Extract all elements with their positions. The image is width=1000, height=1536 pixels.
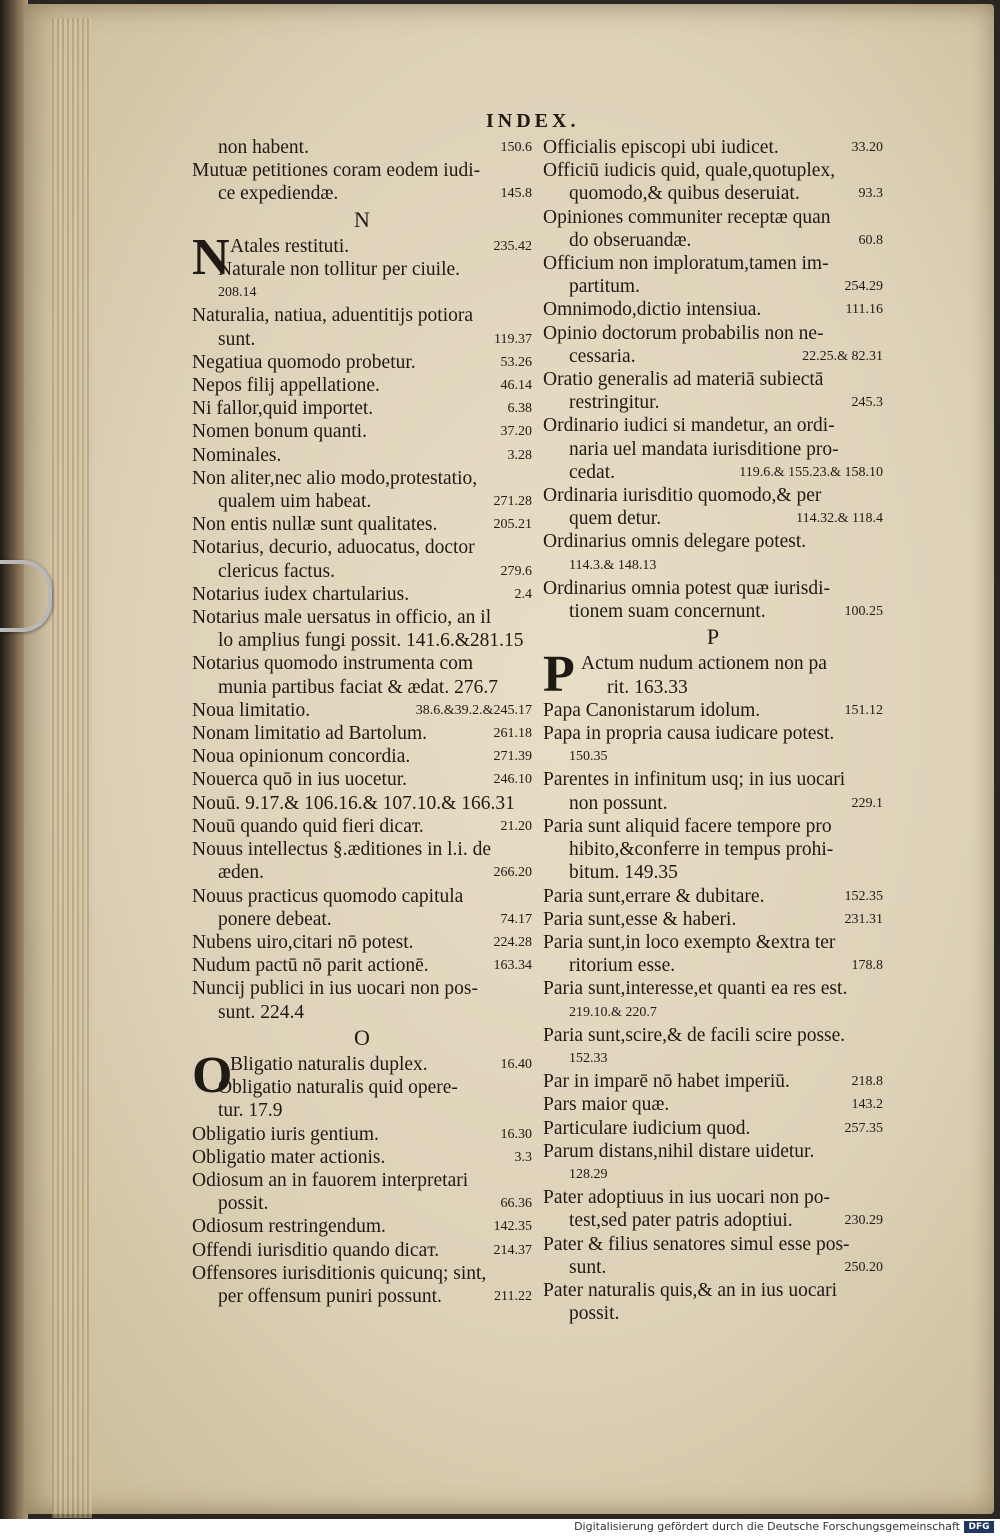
index-entry: [192, 583, 532, 606]
entry-text: Bligatio naturalis duplex.: [230, 1053, 428, 1075]
section-letter: O: [354, 1024, 370, 1050]
page-reference: 114.3.& 148.13: [569, 557, 657, 573]
page-reference: 3.3: [514, 1149, 532, 1165]
page-reference: 219.10.& 220.7: [569, 1004, 657, 1020]
entry-text: Non entis nullæ sunt qualitates.: [192, 514, 438, 536]
page-reference: 33.20: [851, 140, 883, 155]
page-reference: 150.35: [569, 749, 608, 765]
index-entry: [543, 908, 883, 931]
entry-continuation: sunt. 224.4: [218, 1001, 305, 1023]
index-entry: [192, 1169, 532, 1215]
entry-text: Opiniones communiter receptæ quan: [543, 206, 831, 228]
index-entry: [543, 722, 883, 768]
entry-text: Mutuæ petitiones coram eodem iudi-: [192, 160, 481, 182]
page-reference: 218.8: [851, 1074, 883, 1090]
page-reference: 257.35: [844, 1120, 883, 1136]
page-reference: 21.20: [500, 818, 532, 834]
entry-text: Noua limitatio.: [192, 699, 311, 721]
entry-continuation: clericus factus.: [218, 560, 335, 582]
index-entry: [192, 931, 532, 954]
entry-text: Paria sunt aliquid facere tempore pro: [543, 815, 832, 837]
drop-cap: O: [192, 1046, 233, 1104]
page-reference: 46.14: [500, 378, 532, 394]
entry-text: Nouū quando quid fieri dicaт.: [192, 815, 424, 837]
page-header: INDEX.: [486, 110, 580, 132]
index-entry: [543, 815, 883, 885]
entry-text: Noua opinionum concordia.: [192, 746, 411, 768]
page-reference: 66.36: [500, 1196, 532, 1212]
entry-continuation: tionem suam concernunt.: [569, 601, 766, 623]
page-reference: 53.26: [500, 354, 532, 370]
page-gutter: [52, 18, 92, 1518]
page-reference: 150.6: [500, 140, 532, 155]
index-column-left: [192, 136, 532, 1308]
entry-text: Paria sunt,esse & haberi.: [543, 908, 737, 930]
index-entry: [543, 885, 883, 908]
entry-continuation: sunt.: [569, 1256, 607, 1278]
section-letter: N: [354, 206, 370, 232]
entry-text: Nubens uiro,citari nō potest.: [192, 931, 414, 953]
index-entry: [192, 304, 532, 350]
index-entry: [192, 444, 532, 467]
entry-text: Ordinario iudici si mandetur, an ordi-: [543, 415, 835, 437]
index-entry: [192, 420, 532, 443]
entry-text: Non aliter,nec alio modo,protestatio,: [192, 467, 478, 489]
stamp-text: Digitalisierung gefördert durch die Deutsche Forschungsgemeinschaft: [574, 1520, 960, 1533]
index-entry: [543, 1140, 883, 1186]
page-reference: 271.28: [493, 494, 532, 510]
entry-continuation: partitum.: [569, 276, 640, 298]
index-entry: [543, 646, 883, 704]
index-entry: [192, 838, 532, 884]
page-reference: 229.1: [851, 795, 883, 811]
index-entry: [192, 954, 532, 977]
entry-continuation: non possunt.: [569, 792, 668, 814]
page-reference: 250.20: [844, 1259, 883, 1275]
entry-text: Officiū iudicis quid, quale,quotuplex,: [543, 160, 836, 182]
page-reference: 145.8: [500, 186, 532, 202]
page-reference: 119.37: [494, 331, 532, 347]
entry-text: Papa Canonistarum idolum.: [543, 699, 761, 721]
page-reference: 152.33: [569, 1050, 608, 1066]
entry-continuation: cessaria.: [569, 345, 636, 367]
page-reference: 246.10: [493, 772, 532, 788]
entry-text: Offensores iurisditionis quicunq; sint,: [192, 1262, 487, 1284]
index-entry: [192, 1123, 532, 1146]
index-entry: [543, 136, 883, 159]
entry-text: Paria sunt,interesse,et quanti ea res est.: [543, 978, 848, 1000]
entry-text: Actum nudum actionem non pa: [581, 653, 827, 675]
page-reference: 254.29: [844, 279, 883, 295]
dfg-logo: DFG: [964, 1521, 994, 1533]
page-reference: 74.17: [500, 911, 532, 927]
entry-text: Nuncij publici in ius uocari non pos-: [192, 978, 478, 1000]
entry-text: Officialis episcopi ubi iudicet.: [543, 137, 779, 158]
page-reference: 151.12: [844, 702, 883, 718]
entry-continuation: tur. 17.9: [218, 1100, 283, 1122]
page-reference: 279.6: [500, 563, 532, 579]
index-entry: [192, 1215, 532, 1238]
index-entry: [543, 206, 883, 252]
index-entry: [192, 885, 532, 931]
entry-continuation: sunt.: [218, 328, 256, 350]
page-reference: 119.6.& 155.23.& 158.10: [739, 464, 883, 480]
page-reference: 111.16: [845, 302, 883, 318]
index-entry: [543, 322, 883, 368]
entry-text: Ordinaria iurisditio quomodo,& per: [543, 485, 822, 507]
index-column-right: [543, 136, 883, 1325]
index-entry: [192, 977, 532, 1023]
entry-continuation: naria uel mandata iurisditione pro-: [569, 438, 839, 460]
entry-text: Paria sunt,scire,& de facili scire posse.: [543, 1024, 846, 1046]
index-entry: [543, 1070, 883, 1093]
entry-continuation: qualem uim habeat.: [218, 491, 372, 513]
page-reference: 16.40: [500, 1056, 532, 1072]
entry-text: Nomen bonum quanti.: [192, 421, 367, 443]
page-reference: 178.8: [851, 958, 883, 974]
index-entry: [192, 351, 532, 374]
index-entry: [192, 1146, 532, 1169]
section-letter: P: [706, 624, 720, 650]
entry-continuation: rit. 163.33: [607, 676, 688, 698]
entry-continuation: cedat.: [569, 461, 616, 483]
entry-text: Pater & filius senatores simul esse pos-: [543, 1233, 850, 1255]
entry-text: Nouus practicus quomodo capitula: [192, 885, 464, 907]
page-reference: 211.22: [494, 1288, 532, 1304]
entry-continuation: quem detur.: [569, 508, 662, 530]
entry-text: Ordinarius omnia potest quæ iurisdi-: [543, 577, 831, 599]
page-reference: 60.8: [858, 232, 883, 248]
page-reference: 114.32.& 118.4: [796, 511, 883, 527]
entry-text: Nonam limitatio ad Bartolum.: [192, 723, 428, 745]
entry-text: Nepos filij appellatione.: [192, 375, 380, 397]
entry-continuation: lo amplius fungi possit. 141.6.&281.15: [218, 630, 524, 652]
entry-text: Ni fallor,quid importet.: [192, 398, 374, 420]
entry-text: Naturale non tollitur per ciuile.: [218, 259, 461, 281]
page-reference: 261.18: [493, 726, 532, 742]
entry-text: Nudum pactū nō parit actionē.: [192, 955, 429, 977]
index-entry: [543, 1279, 883, 1325]
page-reference: 235.42: [493, 238, 532, 254]
index-entry: [192, 258, 532, 304]
index-entry: [192, 397, 532, 420]
page-reference: 16.30: [500, 1126, 532, 1142]
page-reference: 245.3: [851, 395, 883, 411]
index-entry: [543, 368, 883, 414]
entry-text: Paria sunt,errare & dubitare.: [543, 885, 765, 907]
page-reference: 163.34: [493, 958, 532, 974]
entry-text: Naturalia, natiua, aduentitijs potiora: [192, 305, 474, 327]
entry-continuation: restringitur.: [569, 392, 660, 414]
index-entry: [192, 815, 532, 838]
page-reference: 152.35: [844, 888, 883, 904]
entry-text: Odiosum restringendum.: [192, 1216, 386, 1238]
index-entry: [543, 699, 883, 722]
entry-text: non habent.: [218, 137, 309, 158]
index-entry: [543, 1117, 883, 1140]
entry-text: Odiosum an in fauorem interpretari: [192, 1169, 469, 1191]
entry-text: Par in imparē nō habet imperiū.: [543, 1071, 790, 1093]
entry-text: Obligatio iuris gentium.: [192, 1123, 379, 1145]
entry-continuation: possit.: [218, 1193, 269, 1215]
entry-text: Nouū. 9.17.& 106.16.& 107.10.& 166.31: [192, 792, 515, 814]
index-entry: [192, 699, 532, 722]
entry-text: Atales restituti.: [230, 235, 350, 257]
index-entry: [192, 467, 532, 513]
entry-text: Notarius male uersatus in officio, an il: [192, 607, 492, 629]
entry-text: Pater naturalis quis,& an in ius uocari: [543, 1279, 838, 1301]
index-entry: [543, 1186, 883, 1232]
page-reference: 93.3: [858, 186, 883, 202]
index-entry: [543, 159, 883, 205]
page-reference: 214.37: [493, 1242, 532, 1258]
entry-continuation: ritorium esse.: [569, 955, 676, 977]
index-entry: [192, 652, 532, 698]
entry-text: Officium non imploratum,tamen im-: [543, 253, 829, 275]
entry-continuation: quomodo,& quibus deseruiat.: [569, 183, 800, 205]
page-reference: 266.20: [493, 865, 532, 881]
entry-text: Oratio generalis ad materiā subiectā: [543, 369, 824, 391]
entry-text: Pars maior quæ.: [543, 1094, 670, 1116]
entry-continuation: do obseruandæ.: [569, 229, 692, 251]
page-reference: 38.6.&39.2.&245.17: [415, 702, 532, 718]
page-reference: 142.35: [493, 1219, 532, 1235]
entry-text: Negatiua quomodo probetur.: [192, 351, 416, 373]
entry-text: Nominales.: [192, 444, 282, 466]
entry-continuation: bitum. 149.35: [569, 862, 678, 884]
index-entry: [192, 792, 532, 815]
entry-text: Offendi iurisditio quando dicaт.: [192, 1239, 440, 1261]
index-entry: [543, 1093, 883, 1116]
page-reference: 22.25.& 82.31: [802, 348, 883, 364]
entry-text: Obligatio naturalis quid opere-: [218, 1077, 458, 1099]
index-entry: [192, 374, 532, 397]
index-entry: [192, 136, 532, 159]
index-entry: [543, 252, 883, 298]
index-entry: [543, 977, 883, 1023]
page-reference: 205.21: [493, 517, 532, 533]
entry-continuation: munia partibus faciat & ædat. 276.7: [218, 676, 498, 698]
entry-continuation: æden.: [218, 862, 265, 884]
index-entry: [543, 414, 883, 484]
entry-text: Notarius, decurio, aduocatus, doctor: [192, 537, 475, 559]
index-entry: [543, 298, 883, 321]
page-reference: 2.4: [514, 586, 532, 602]
entry-text: Obligatio mater actionis.: [192, 1146, 386, 1168]
index-entry: [192, 536, 532, 582]
index-entry: [543, 768, 883, 814]
index-entry: [192, 768, 532, 791]
index-entry: [192, 1262, 532, 1308]
entry-text: Omnimodo,dictio intensiua.: [543, 299, 762, 321]
index-entry: [543, 1233, 883, 1279]
index-entry: [192, 606, 532, 652]
index-entry: [543, 484, 883, 530]
entry-continuation: per offensum puniri possunt.: [218, 1285, 442, 1307]
entry-continuation: hibito,&conferre in tempus prohi-: [569, 839, 834, 861]
page-reference: 231.31: [844, 911, 883, 927]
entry-text: Parum distans,nihil distare uidetur.: [543, 1140, 815, 1162]
digitization-stamp: [0, 1519, 1000, 1536]
page-reference: 230.29: [844, 1213, 883, 1229]
entry-text: Ordinarius omnis delegare potest.: [543, 531, 807, 553]
entry-text: Notarius iudex chartularius.: [192, 583, 410, 605]
index-entry: [543, 1024, 883, 1070]
drop-cap: P: [543, 646, 575, 704]
page-reference: 271.39: [493, 749, 532, 765]
index-entry: [543, 931, 883, 977]
index-entry: [192, 745, 532, 768]
entry-continuation: ponere debeat.: [218, 908, 332, 930]
page-reference: 208.14: [218, 285, 257, 301]
entry-continuation: test,sed pater patris adoptiui.: [569, 1210, 793, 1232]
entry-text: Particulare iudicium quod.: [543, 1117, 751, 1139]
index-entry: [192, 722, 532, 745]
entry-text: Nouerca quō in ius uocetur.: [192, 769, 407, 791]
entry-text: Paria sunt,in loco exempto &extra ter: [543, 931, 836, 953]
index-entry: [192, 1239, 532, 1262]
page-reference: 3.28: [507, 447, 532, 463]
index-entry: [192, 513, 532, 536]
entry-text: Nouus intellectus §.æditiones in l.i. de: [192, 839, 491, 861]
page-reference: 128.29: [569, 1166, 608, 1182]
page-reference: 143.2: [851, 1097, 883, 1113]
index-entry: [543, 530, 883, 576]
page-reference: 37.20: [500, 424, 532, 440]
drop-cap: N: [192, 228, 230, 286]
index-entry: [543, 577, 883, 623]
entry-text: Papa in propria causa iudicare potest.: [543, 723, 835, 745]
entry-continuation: ce expediendæ.: [218, 183, 339, 205]
entry-text: Pater adoptiuus in ius uocari non po-: [543, 1187, 831, 1209]
entry-text: Opinio doctorum probabilis non ne-: [543, 322, 824, 344]
page-reference: 100.25: [844, 604, 883, 620]
entry-continuation: possit.: [569, 1303, 620, 1325]
index-entry: [192, 159, 532, 205]
page-reference: 224.28: [493, 934, 532, 950]
paper-clip: [0, 560, 52, 632]
entry-text: Notarius quomodo instrumenta com: [192, 653, 474, 675]
entry-text: Parentes in infinitum usq; in ius uocari: [543, 769, 846, 791]
index-entry: [192, 1076, 532, 1122]
page-reference: 6.38: [507, 401, 532, 417]
